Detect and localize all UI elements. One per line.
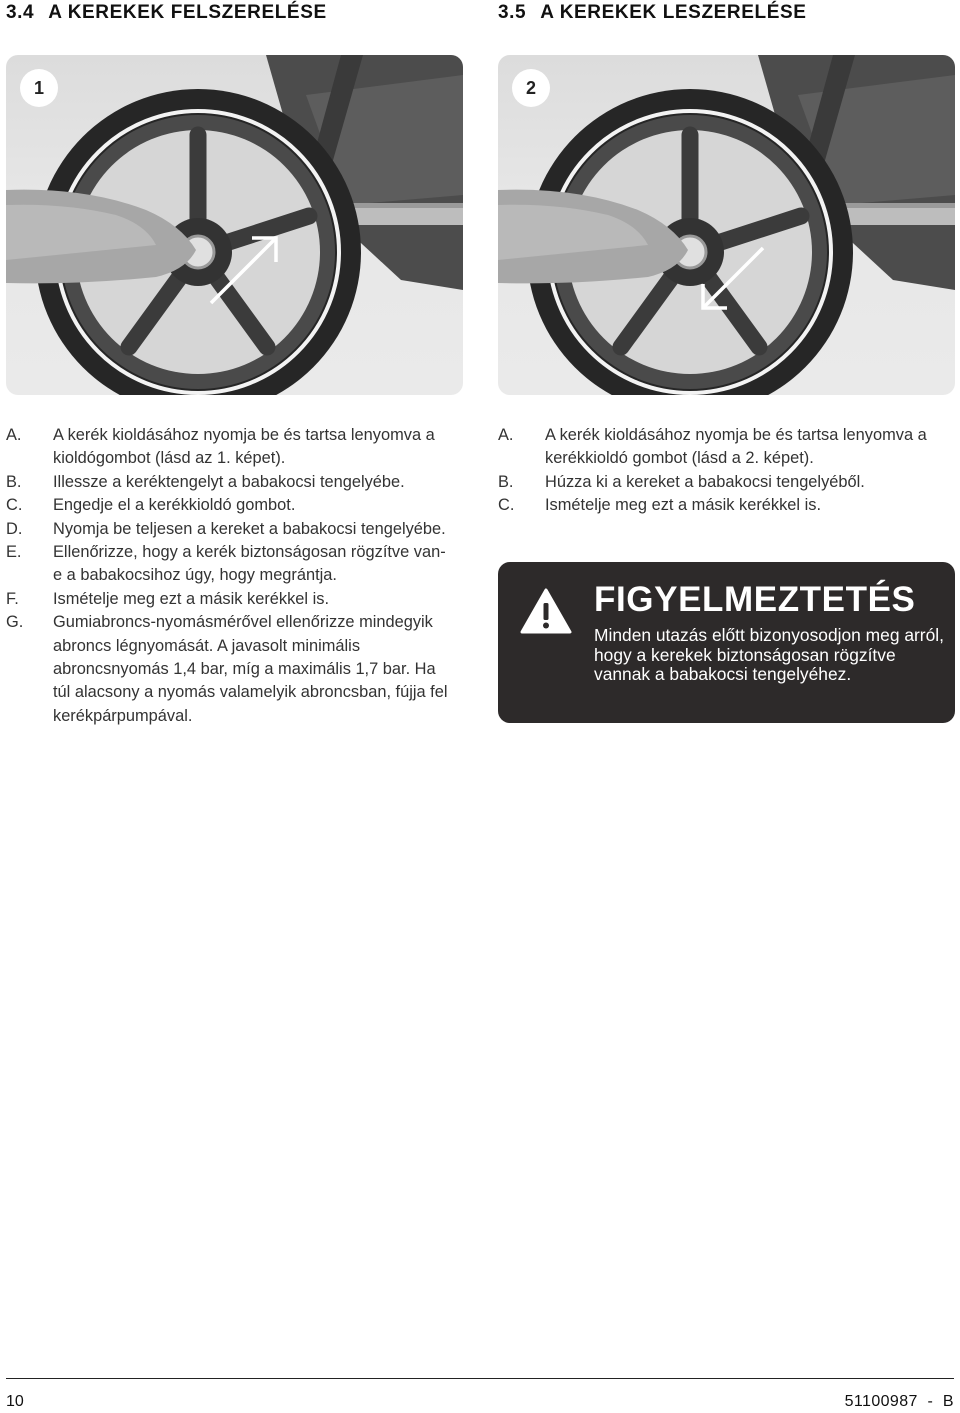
step-text: A kerék kioldásához nyomja be és tartsa lenyomva a kioldógombot (lásd az 1. képet). <box>53 426 435 468</box>
step-text: Gumiabroncs-nyomásmérővel ellenőrizze mindegyik abroncs légnyomását. A javasolt minimális abroncsnyomás 1,4 bar, míg a maximális 1,7 bar. Ha túl alacsony a nyomás valamelyik abroncsban, fújja fel kerékpárpumpával. <box>53 613 448 725</box>
list-item <box>6 518 451 541</box>
list-item <box>6 494 451 517</box>
document-code: 51100987 - B <box>844 1393 954 1410</box>
step-text: Ismételje meg ezt a másik kerékkel is. <box>53 589 329 608</box>
section-number: 3.4 <box>6 2 35 23</box>
step-text: Nyomja be teljesen a kereket a babakocsi tengelyébe. <box>53 519 446 538</box>
section-number: 3.5 <box>498 2 527 23</box>
wheel-remove-photo <box>498 55 955 395</box>
section-heading-remove <box>498 2 807 24</box>
step-text: Ismételje meg ezt a másik kerékkel is. <box>545 496 821 515</box>
step-text: Húzza ki a kereket a babakocsi tengelyéből. <box>545 472 865 491</box>
warning-box <box>498 562 955 723</box>
wheel-illustration <box>6 55 463 395</box>
step-letter: C. <box>6 496 23 515</box>
step-text: A kerék kioldásához nyomja be és tartsa lenyomva a kerékkioldó gombot (lásd a 2. képet). <box>545 426 927 468</box>
step-letter: D. <box>6 519 23 538</box>
section-heading-install <box>6 2 327 24</box>
warning-triangle-icon <box>520 588 572 634</box>
list-item <box>6 611 451 728</box>
install-steps-list <box>6 424 451 728</box>
list-item <box>6 541 451 588</box>
list-item <box>498 424 948 471</box>
wheel-install-photo <box>6 55 463 395</box>
step-letter: B. <box>6 472 22 491</box>
step-letter: A. <box>498 426 514 444</box>
section-title: A KEREKEK FELSZERELÉSE <box>48 2 327 23</box>
warning-text: Minden utazás előtt bizonyosodjon meg arról, hogy a kerekek biztonságosan rögzítve vannak a babakocsi tengelyéhez. <box>594 625 944 685</box>
step-text: Ellenőrizze, hogy a kerék biztonságosan rögzítve van-e a babakocsihoz úgy, hogy megrántja. <box>53 543 446 585</box>
step-letter: C. <box>498 496 515 515</box>
step-letter: B. <box>498 472 514 491</box>
remove-steps-list <box>498 424 948 518</box>
list-item <box>6 471 451 494</box>
step-letter: F. <box>6 589 19 608</box>
list-item <box>498 494 948 517</box>
wheel-illustration <box>498 55 955 395</box>
step-text: Illessze a keréktengelyt a babakocsi tengelyébe. <box>53 472 405 491</box>
list-item <box>6 424 451 471</box>
step-text: Engedje el a kerékkioldó gombot. <box>53 496 296 515</box>
warning-title: FIGYELMEZTETÉS <box>594 580 916 619</box>
page-number: 10 <box>6 1393 24 1410</box>
step-letter: E. <box>6 543 22 562</box>
photo-badge: 2 <box>512 69 550 107</box>
section-title: A KEREKEK LESZERELÉSE <box>540 2 807 23</box>
step-letter: G. <box>6 613 24 632</box>
step-letter: A. <box>6 426 22 444</box>
photo-badge: 1 <box>20 69 58 107</box>
footer-divider <box>6 1378 954 1379</box>
list-item <box>6 588 451 611</box>
list-item <box>498 471 948 494</box>
